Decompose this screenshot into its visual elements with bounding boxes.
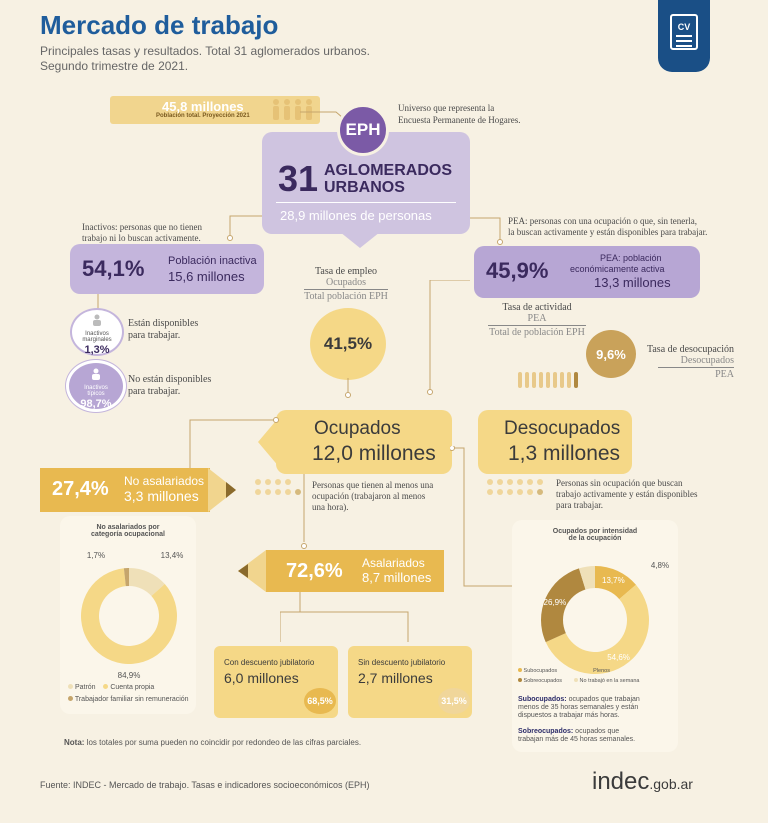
pea-note: PEA: personas con una ocupación o que, sin tenerla, la buscan activamente y están disponibles para trabajar.	[508, 216, 708, 237]
occupied-box	[276, 410, 452, 474]
cv-text: CV	[677, 22, 691, 32]
unemployment-rate-formula: Tasa de desocupación Desocupados PEA	[646, 344, 734, 380]
legend-familiar: Trabajador familiar sin remuneración	[74, 696, 189, 703]
occupied-value: 12,0 millones	[312, 442, 436, 465]
to-intensity-line	[450, 446, 520, 596]
typical-note: No están disponibles para trabajar.	[128, 374, 212, 397]
eph-circle: EPH	[337, 104, 389, 156]
inactive-pct: 54,1%	[82, 256, 145, 281]
with-pension-label: Con descuento jubilatorio	[224, 658, 315, 667]
pea-to-occupied-line	[420, 280, 480, 400]
inactive-connector	[222, 214, 266, 242]
indec-logo[interactable]: indec.gob.ar	[592, 768, 693, 795]
salaried-split-lines	[280, 592, 420, 650]
with-pension-value: 6,0 millones	[224, 670, 299, 686]
occupied-label: Ocupados	[314, 418, 401, 439]
salaried-pct: 72,6%	[286, 560, 343, 582]
unemployed-value: 1,3 millones	[508, 442, 621, 465]
non-salaried-value: 3,3 millones	[124, 488, 199, 504]
non-salaried-chart-card	[60, 516, 196, 714]
with-pension-pct: 68,5%	[304, 688, 336, 714]
cv-document-icon	[670, 14, 698, 50]
aglomerados-number: 31	[278, 158, 319, 199]
salaried-value: 8,7 millones	[362, 570, 432, 585]
page-title: Mercado de trabajo	[40, 10, 279, 40]
inactive-note: Inactivos: personas que no tienen trabajo ni lo buscan activamente.	[82, 222, 202, 243]
population-value: 45,8 millones	[162, 99, 244, 114]
unemployed-note: Personas sin ocupación que buscan trabajo activamente y están disponibles para trabajar.	[556, 478, 698, 510]
page-subtitle: Principales tasas y resultados. Total 31 aglomerados urbanos. Segundo trimestre de 2021.	[40, 44, 370, 73]
population-bar	[110, 96, 320, 124]
unemployed-label: Desocupados	[504, 418, 621, 439]
inactive-value: 15,6 millones	[168, 269, 245, 284]
unemployment-rate-circle: 9,6%	[586, 330, 636, 378]
pea-label-2: económicamente activa	[570, 264, 665, 274]
donut-label: 84,9%	[117, 671, 141, 680]
footer-note: Nota: los totales por suma pueden no coincidir por redondeo de las cifras parciales.	[64, 738, 362, 747]
non-salaried-label: No asalariados	[124, 474, 205, 488]
donut-label: 4,8%	[650, 561, 670, 570]
pea-connector	[470, 216, 510, 246]
aglomerados-label-2: URBANOS	[324, 179, 405, 196]
definition-subocupados: Subocupados: ocupados que trabajan menos de 35 horas semanales y están dispuestos a trabajar más horas.	[518, 696, 640, 719]
legend-familiar-dot	[68, 696, 73, 701]
inactive-box	[70, 244, 264, 294]
legend-plenos: Plenos	[593, 668, 610, 674]
donut-label: 54,6%	[607, 653, 630, 663]
inactive-label: Población inactiva	[168, 255, 257, 267]
intensity-chart-card	[512, 520, 678, 752]
legend-patron-dot	[68, 684, 73, 689]
people-row-icon	[516, 368, 586, 392]
legend-no: No trabajó en la semana	[579, 678, 640, 684]
without-pension-box	[348, 646, 472, 718]
intensity-donut-chart	[520, 550, 670, 682]
definition-sobreocupados: Sobreocupados: ocupados que trabajan más de 45 horas semanales.	[518, 728, 636, 743]
legend-cuenta: Cuenta propia	[110, 684, 155, 691]
legend-sub: Subocupados	[523, 668, 558, 674]
occupied-note: Personas que tienen al menos una ocupación (trabajaron al menos una hora).	[312, 480, 434, 512]
salaried-label: Asalariados	[362, 556, 425, 570]
legend-sub-dot	[518, 668, 522, 672]
legend-plenos-dot	[588, 668, 592, 672]
marginal-circle: Inactivos marginales 1,3%	[70, 308, 124, 356]
activity-rate: Tasa de actividad PEA Total de población EPH	[489, 302, 585, 338]
pea-value: 13,3 millones	[594, 275, 671, 290]
pea-box	[474, 246, 700, 298]
salaried-pencil	[238, 550, 444, 592]
to-salaried-line	[296, 474, 312, 554]
footer-source: Fuente: INDEC - Mercado de trabajo. Tasas e indicadores socioeconómicos (EPH)	[40, 780, 370, 790]
non-salaried-chart-title: No asalariados por categoría ocupacional	[91, 524, 165, 538]
typical-pct: 98,7%	[80, 398, 112, 410]
with-pension-box	[214, 646, 338, 718]
non-salaried-pct: 27,4%	[52, 478, 109, 500]
cv-badge	[658, 0, 710, 72]
person-icon	[89, 368, 103, 380]
pencil-tip-icon	[238, 550, 266, 592]
employment-rate-formula: Tasa de empleo Ocupados Total población EPH	[304, 266, 388, 302]
main-box-pointer	[340, 232, 380, 250]
non-salaried-donut-chart	[74, 548, 184, 684]
aglomerados-label-1: AGLOMERADOS	[324, 162, 452, 179]
typical-circle: Inactivos típicos 98,7%	[66, 360, 126, 412]
without-pension-pct: 31,5%	[438, 688, 470, 714]
pea-pct: 45,9%	[486, 258, 549, 283]
eph-people: 28,9 millones de personas	[280, 208, 432, 223]
donut-label: 13,4%	[160, 551, 184, 560]
legend-no-dot	[574, 678, 578, 682]
pea-label-1: PEA: población	[600, 253, 662, 263]
employment-rate-circle: 41,5%	[310, 308, 386, 380]
donut-label: 1,7%	[86, 551, 106, 560]
non-salaried-pencil	[40, 468, 236, 512]
eph-universe-note: Universo que representa la Encuesta Permanente de Hogares.	[398, 103, 521, 125]
legend-patron: Patrón	[74, 684, 96, 691]
donut-label: 26,9%	[543, 597, 567, 607]
legend-cuenta-dot	[103, 684, 108, 689]
legend-sobre: Sobreocupados	[523, 678, 563, 684]
employment-stem	[340, 378, 356, 400]
legend-sobre-dot	[518, 678, 522, 682]
marginal-pct: 1,3%	[84, 344, 110, 356]
without-pension-label: Sin descuento jubilatorio	[358, 658, 446, 667]
without-pension-value: 2,7 millones	[358, 670, 433, 686]
donut-label: 13,7%	[602, 576, 625, 586]
intensity-chart-title: Ocupados por intensidad de la ocupación	[552, 528, 638, 542]
pencil-tip-icon	[208, 468, 236, 512]
population-label: Población total. Proyección 2021	[156, 113, 250, 119]
person-icon	[90, 314, 104, 326]
marginal-note: Están disponibles para trabajar.	[128, 318, 199, 341]
